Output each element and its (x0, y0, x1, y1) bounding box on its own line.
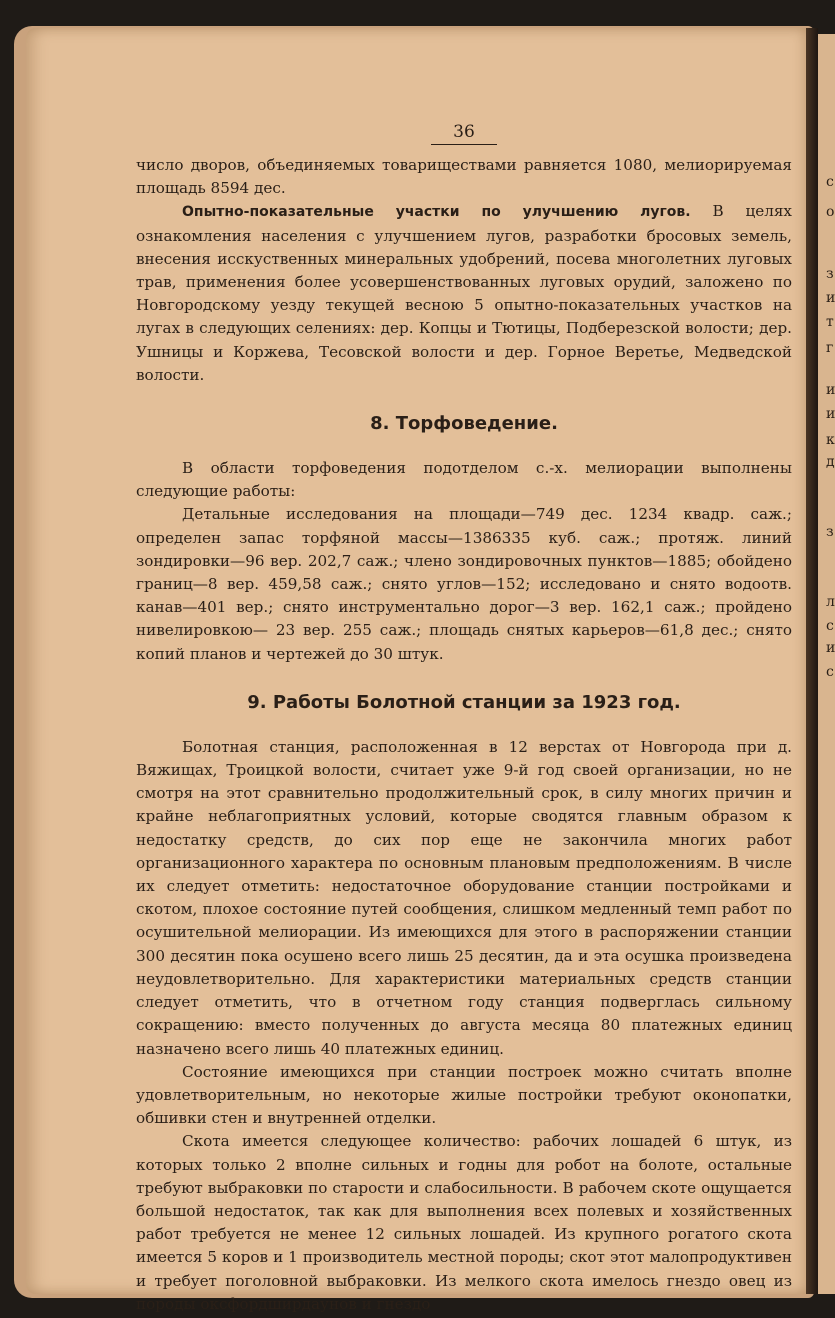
facing-page-letter: з (826, 524, 834, 540)
paragraph-meadow (136, 200, 792, 387)
facing-page-letter: з (826, 266, 834, 282)
heading-bog-station: 9. Работы Болотной станции за 1923 год. (247, 691, 681, 713)
facing-page-letter: и (826, 382, 835, 398)
facing-page-letter: т (826, 314, 834, 330)
page-content (136, 120, 792, 1316)
facing-page-edge (818, 34, 835, 1294)
facing-page-letter: г (826, 340, 834, 356)
paragraph-peat-1: В области торфоведения подотделом с.-х. мелиорации выполнены следующие работы: (136, 459, 792, 501)
paragraph-peat-2: Детальные исследования на площади—749 дес. 1234 квадр. саж.; определен запас торфяной массы—1386335 куб. саж.; протяж. линий зондировки—96 вер. 202,7 саж.; члено зондировочных пунктов—1885; обойдено границ—8 вер. 459,58 саж.; снято углов—152; исследовано и снято водоотв. канав—401 вер.; снято инструментально дорог—3 вер. 162,1 саж.; пройдено нивелировкою— 23 вер. 255 саж.; площадь снятых карьеров—61,8 дес.; снято копий планов и чертежей до 30 штук. (136, 505, 792, 663)
facing-page-letter: д (826, 454, 835, 470)
meadow-text: В целях ознакомления населения с улучшением лугов, разработки бросовых земель, внесения исскуственных минеральных удобрений, посева многолетних луговых трав, применения более усовершенствованных луговых орудий, заложено по Новгородскому уезду текущей весною 5 опытно-показательных участков на лугах в следующих селениях: дер. Копцы и Тютицы, Подберезской волости; дер. Ушницы и Коржева, Тесовской волости и дер. Горное Веретье, Медведской волости. (136, 202, 792, 384)
heading-peat: 8. Торфоведение. (370, 413, 558, 435)
paragraph-bog-1: Болотная станция, расположенная в 12 верстах от Новгорода при д. Вяжищах, Троицкой волости, считает уже 9-й год своей организации, но не смотря на этот сравнительно продолжительный срок, в силу многих причин и крайне неблагоприятных условий, которые сводятся главным образом к недостатку средств, до сих пор еще не закончила многих работ организационного характера по основным плановым предположениям. В числе их следует отметить: недостаточное оборудование станции постройками и скотом, плохое состояние путей сообщения, слишком медленный темп работ по осушительной мелиорации. Из имеющихся для этого в распоряжении станции 300 десятин пока осушено всего лишь 25 десятин, да и эта осушка произведена неудовлетворительно. Для характеристики материальных средств станции следует отметить, что в отчетном году станция подверглась сильному сокращению: вместо полученных до августа месяца 80 платежных единиц назначено всего лишь 40 платежных единиц. (136, 737, 792, 1058)
paragraph-bog-2: Состояние имеющихся при станции построек можно считать вполне удовлетворительным, но некоторые жилые постройки требуют оконопатки, обшивки стен и внутренней отделки. (136, 1062, 792, 1128)
facing-page-letter: и (826, 290, 835, 306)
book-gutter (806, 28, 818, 1294)
facing-page-letter: с (826, 618, 834, 634)
facing-page-letter: к (826, 432, 835, 448)
facing-page-letter: л (826, 594, 835, 610)
facing-page-letter: и (826, 640, 835, 656)
facing-page-letter: с (826, 174, 834, 190)
paragraph-bog-3: Скота имеется следующее количество: рабочих лошадей 6 штук, из которых только 2 вполне сильных и годны для робот на болоте, остальные требуют выбраковки по старости и слабосильности. В рабочем скоте ощущается большой недостаток, так как для выполнения всех полевых и хозяйственных работ требуется не менее 12 сильных лошадей. Из крупного рогатого скота имеется 5 коров и 1 производитель местной породы; скот этот малопродуктивен и требует поголовной выбраковки. Из мелкого скота имелось гнездо овец из породы оксфордширдаунов и гнездо (136, 1132, 792, 1313)
facing-page-letter: с (826, 664, 834, 680)
meadow-lead: Опытно-показательные участки по улучшению лугов. (182, 204, 691, 221)
facing-page-letter: и (826, 406, 835, 422)
facing-page-letter: о (826, 204, 835, 220)
paragraph-intro: число дворов, объединяемых товариществами равняется 1080, мелиорируемая площадь 8594 дес. (136, 156, 792, 198)
page-number: 36 (136, 120, 792, 144)
